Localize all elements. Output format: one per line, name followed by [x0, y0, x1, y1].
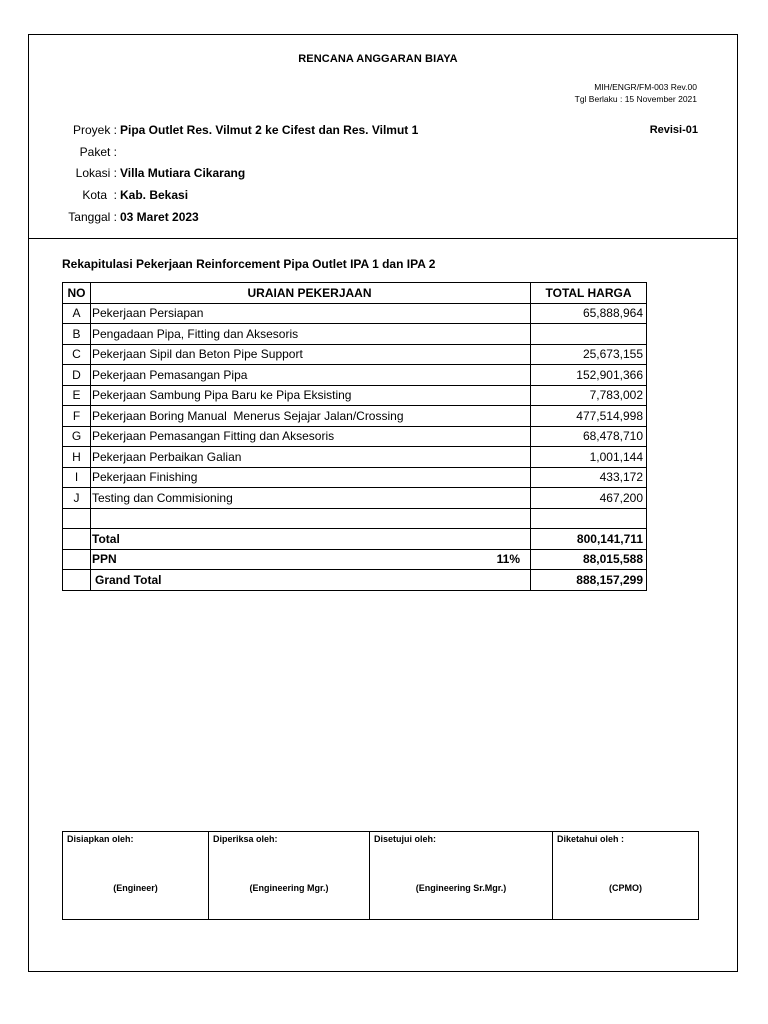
row-total: 25,673,155: [531, 344, 647, 365]
ppn-label: PPN: [92, 552, 117, 567]
row-total: 1,001,144: [531, 447, 647, 468]
signature-box-checked: [209, 832, 370, 920]
row-no: B: [63, 324, 91, 345]
row-no: F: [63, 406, 91, 427]
row-description: Pekerjaan Pemasangan Pipa: [91, 365, 531, 386]
table-row: [63, 324, 647, 345]
proyek-label: Proyek :: [72, 123, 117, 137]
signature-heading: Disiapkan oleh:: [67, 834, 134, 844]
table-row: [63, 365, 647, 386]
total-value: 800,141,711: [531, 529, 647, 550]
row-description: Pekerjaan Persiapan: [91, 303, 531, 324]
signature-box-approved: [370, 832, 553, 920]
signature-heading: Diketahui oleh :: [557, 834, 625, 844]
table-row: [63, 467, 647, 488]
row-description: Pekerjaan Boring Manual Menerus Sejajar Jalan/Crossing: [91, 406, 531, 427]
row-total: [531, 324, 647, 345]
row-total: 467,200: [531, 488, 647, 509]
signature-role: (Engineer): [113, 883, 158, 893]
signature-table: [62, 831, 699, 920]
row-no: G: [63, 426, 91, 447]
grand-total-value: 888,157,299: [531, 570, 647, 591]
signature-heading: Disetujui oleh:: [374, 834, 437, 844]
table-row: [63, 385, 647, 406]
form-code: MIH/ENGR/FM-003 Rev.00: [594, 82, 697, 92]
row-description: Pekerjaan Sipil dan Beton Pipe Support: [91, 344, 531, 365]
empty-cell: [531, 508, 647, 529]
row-total: 68,478,710: [531, 426, 647, 447]
row-no: H: [63, 447, 91, 468]
cost-recap-table: [62, 282, 647, 591]
signature-box-prepared: [63, 832, 209, 920]
row-total: 7,783,002: [531, 385, 647, 406]
header-description: URAIAN PEKERJAAN: [91, 283, 531, 304]
total-label: Total: [91, 529, 531, 550]
row-description: Pekerjaan Perbaikan Galian: [91, 447, 531, 468]
table-row: [63, 303, 647, 324]
header-divider: [28, 238, 738, 239]
ppn-rate: 11%: [496, 552, 520, 567]
revision-label: Revisi-01: [649, 124, 698, 136]
row-total: 433,172: [531, 467, 647, 488]
ppn-row: [63, 549, 647, 570]
signature-role: (CPMO): [609, 883, 642, 893]
lokasi-label: Lokasi :: [75, 166, 117, 180]
empty-cell: [63, 529, 91, 550]
recap-title: Rekapitulasi Pekerjaan Reinforcement Pipa Outlet IPA 1 dan IPA 2: [62, 257, 436, 271]
header-no: NO: [63, 283, 91, 304]
table-row: [63, 488, 647, 509]
row-no: A: [63, 303, 91, 324]
row-total: 65,888,964: [531, 303, 647, 324]
signature-box-acknowledged: [553, 832, 699, 920]
signature-heading: Diperiksa oleh:: [213, 834, 278, 844]
row-no: E: [63, 385, 91, 406]
tanggal-value: 03 Maret 2023: [120, 210, 199, 224]
tanggal-label: Tanggal :: [68, 210, 117, 224]
proyek-value: Pipa Outlet Res. Vilmut 2 ke Cifest dan Res. Vilmut 1: [120, 123, 419, 137]
ppn-cell: [91, 549, 531, 570]
table-row: [63, 447, 647, 468]
kota-label: Kota :: [82, 188, 117, 202]
lokasi-value: Villa Mutiara Cikarang: [120, 166, 246, 180]
row-no: I: [63, 467, 91, 488]
document-title: RENCANA ANGGARAN BIAYA: [298, 53, 458, 65]
row-no: C: [63, 344, 91, 365]
ppn-value: 88,015,588: [531, 549, 647, 570]
row-description: Pengadaan Pipa, Fitting dan Aksesoris: [91, 324, 531, 345]
table-header-row: [63, 283, 647, 304]
empty-cell: [63, 549, 91, 570]
row-no: J: [63, 488, 91, 509]
header-total: TOTAL HARGA: [531, 283, 647, 304]
total-row: [63, 529, 647, 550]
row-description: Pekerjaan Finishing: [91, 467, 531, 488]
row-total: 477,514,998: [531, 406, 647, 427]
row-description: Testing dan Commisioning: [91, 488, 531, 509]
row-description: Pekerjaan Sambung Pipa Baru ke Pipa Eksisting: [91, 385, 531, 406]
grand-total-label: Grand Total: [91, 570, 531, 591]
table-row: [63, 406, 647, 427]
row-description: Pekerjaan Pemasangan Fitting dan Aksesoris: [91, 426, 531, 447]
row-total: 152,901,366: [531, 365, 647, 386]
kota-value: Kab. Bekasi: [120, 188, 189, 202]
row-no: D: [63, 365, 91, 386]
signature-role: (Engineering Sr.Mgr.): [415, 883, 507, 893]
effective-date: Tgl Berlaku : 15 November 2021: [574, 94, 697, 104]
empty-cell: [91, 508, 531, 529]
grand-total-row: [63, 570, 647, 591]
signature-role: (Engineering Mgr.): [249, 883, 329, 893]
empty-cell: [63, 570, 91, 591]
table-row-empty: [63, 508, 647, 529]
paket-label: Paket :: [79, 145, 117, 159]
empty-cell: [63, 508, 91, 529]
table-row: [63, 344, 647, 365]
table-row: [63, 426, 647, 447]
